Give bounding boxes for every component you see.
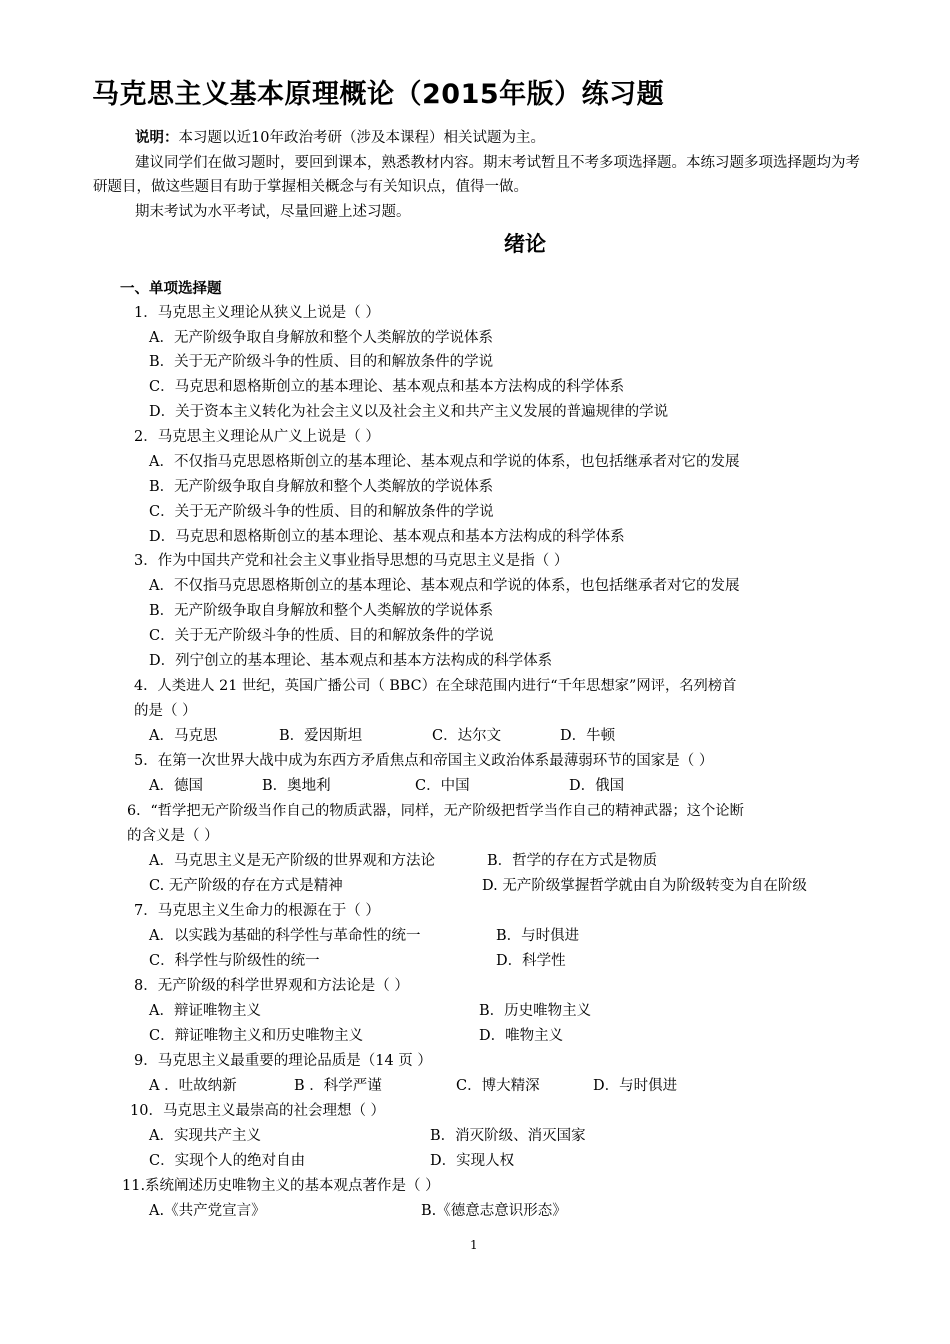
option: C．辩证唯物主义和历史唯物主义 xyxy=(149,1028,364,1044)
option: B ．科学严谨 xyxy=(294,1078,382,1094)
option: A．德国 xyxy=(149,778,203,794)
intro-note xyxy=(107,126,867,151)
option: A．无产阶级争取自身解放和整个人类解放的学说体系 xyxy=(149,330,493,346)
option: B．消灭阶级、消灭国家 xyxy=(430,1128,586,1144)
option: A．以实践为基础的科学性与革命性的统一 xyxy=(149,928,421,944)
option: B．关于无产阶级斗争的性质、目的和解放条件的学说 xyxy=(149,354,494,370)
option: A.《共产党宣言》 xyxy=(149,1203,266,1219)
section-title: 绪论 xyxy=(504,232,546,256)
question-2: 2．马克思主义理论从广义上说是（ ） xyxy=(134,429,380,445)
question-10: 10．马克思主义最崇高的社会理想（ ） xyxy=(130,1103,386,1119)
option: A ．吐故纳新 xyxy=(149,1078,237,1094)
intro-paragraph-2: 建议同学们在做习题时，要回到课本，熟悉教材内容。期末考试暂且不考多项选择题。本练习题多项选择题均为考研题目，做这些题目有助于掌握相关概念与有关知识点，值得一做。 xyxy=(93,154,860,195)
part-title: 一、单项选择题 xyxy=(120,280,222,297)
option: C．关于无产阶级斗争的性质、目的和解放条件的学说 xyxy=(149,628,494,644)
option: D．关于资本主义转化为社会主义以及社会主义和共产主义发展的普遍规律的学说 xyxy=(149,404,669,420)
question-6-cont: 的含义是（ ） xyxy=(127,828,219,844)
option: D．马克思和恩格斯创立的基本理论、基本观点和基本方法构成的科学体系 xyxy=(149,529,625,545)
document-title: 马克思主义基本原理概论（2015年版）练习题 xyxy=(92,79,665,110)
option: D．唯物主义 xyxy=(479,1028,564,1044)
intro-paragraph-3: 期末考试为水平考试，尽量回避上述习题。 xyxy=(135,203,411,220)
option: B．哲学的存在方式是物质 xyxy=(487,853,658,869)
option: A．不仅指马克思恩格斯创立的基本理论、基本观点和学说的体系，也包括继承者对它的发展 xyxy=(149,454,740,470)
option: A．实现共产主义 xyxy=(149,1128,261,1144)
option: C．马克思和恩格斯创立的基本理论、基本观点和基本方法构成的科学体系 xyxy=(149,379,625,395)
option: C. 无产阶级的存在方式是精神 xyxy=(149,878,343,894)
option: A．不仅指马克思恩格斯创立的基本理论、基本观点和学说的体系，也包括继承者对它的发展 xyxy=(149,578,740,594)
question-7: 7．马克思主义生命力的根源在于（ ） xyxy=(134,903,380,919)
question-6: 6．“哲学把无产阶级当作自己的物质武器，同样，无产阶级把哲学当作自己的精神武器；这个论断 xyxy=(127,803,744,819)
option: D．牛顿 xyxy=(560,728,616,744)
option: D．列宁创立的基本理论、基本观点和基本方法构成的科学体系 xyxy=(149,653,553,669)
option: D．与时俱进 xyxy=(593,1078,678,1094)
question-1: 1．马克思主义理论从狭义上说是（ ） xyxy=(134,305,380,321)
question-4-cont: 的是（ ） xyxy=(134,703,197,719)
option: B．历史唯物主义 xyxy=(479,1003,592,1019)
option: B．无产阶级争取自身解放和整个人类解放的学说体系 xyxy=(149,479,494,495)
option: D．实现人权 xyxy=(430,1153,515,1169)
option: C．博大精深 xyxy=(456,1078,540,1094)
question-5: 5．在第一次世界大战中成为东西方矛盾焦点和帝国主义政治体系最薄弱环节的国家是（ ） xyxy=(134,753,714,769)
question-8: 8．无产阶级的科学世界观和方法论是（ ） xyxy=(134,978,409,994)
page-number: 1 xyxy=(470,1238,478,1252)
option: C．实现个人的绝对自由 xyxy=(149,1153,306,1169)
option: A．辩证唯物主义 xyxy=(149,1003,261,1019)
option: C．关于无产阶级斗争的性质、目的和解放条件的学说 xyxy=(149,504,494,520)
option: A．马克思 xyxy=(149,728,218,744)
option: D. 无产阶级掌握哲学就由自为阶级转变为自在阶级 xyxy=(482,878,807,894)
question-9: 9．马克思主义最重要的理论品质是（14 页 ） xyxy=(134,1053,432,1069)
option: B．爱因斯坦 xyxy=(279,728,363,744)
intro xyxy=(93,126,867,224)
note-text: 本习题以近10年政治考研（涉及本课程）相关试题为主。 xyxy=(178,130,545,146)
option: B．奥地利 xyxy=(262,778,331,794)
note-label: 说明： xyxy=(135,129,179,146)
question-11: 11.系统阐述历史唯物主义的基本观点著作是（ ） xyxy=(122,1178,440,1194)
option: D．科学性 xyxy=(496,953,566,969)
option: B.《德意志意识形态》 xyxy=(421,1203,567,1219)
option: D．俄国 xyxy=(569,778,625,794)
option: C．科学性与阶级性的统一 xyxy=(149,953,320,969)
option: A．马克思主义是无产阶级的世界观和方法论 xyxy=(149,853,435,869)
question-4: 4．人类进人 21 世纪，英国广播公司（ BBC）在全球范围内进行“千年思想家”网评，名列榜首 xyxy=(134,678,737,694)
option: B．无产阶级争取自身解放和整个人类解放的学说体系 xyxy=(149,603,494,619)
question-3: 3．作为中国共产党和社会主义事业指导思想的马克思主义是指（ ） xyxy=(134,553,569,569)
option: C．达尔文 xyxy=(432,728,502,744)
option: B．与时俱进 xyxy=(496,928,580,944)
option: C．中国 xyxy=(415,778,470,794)
